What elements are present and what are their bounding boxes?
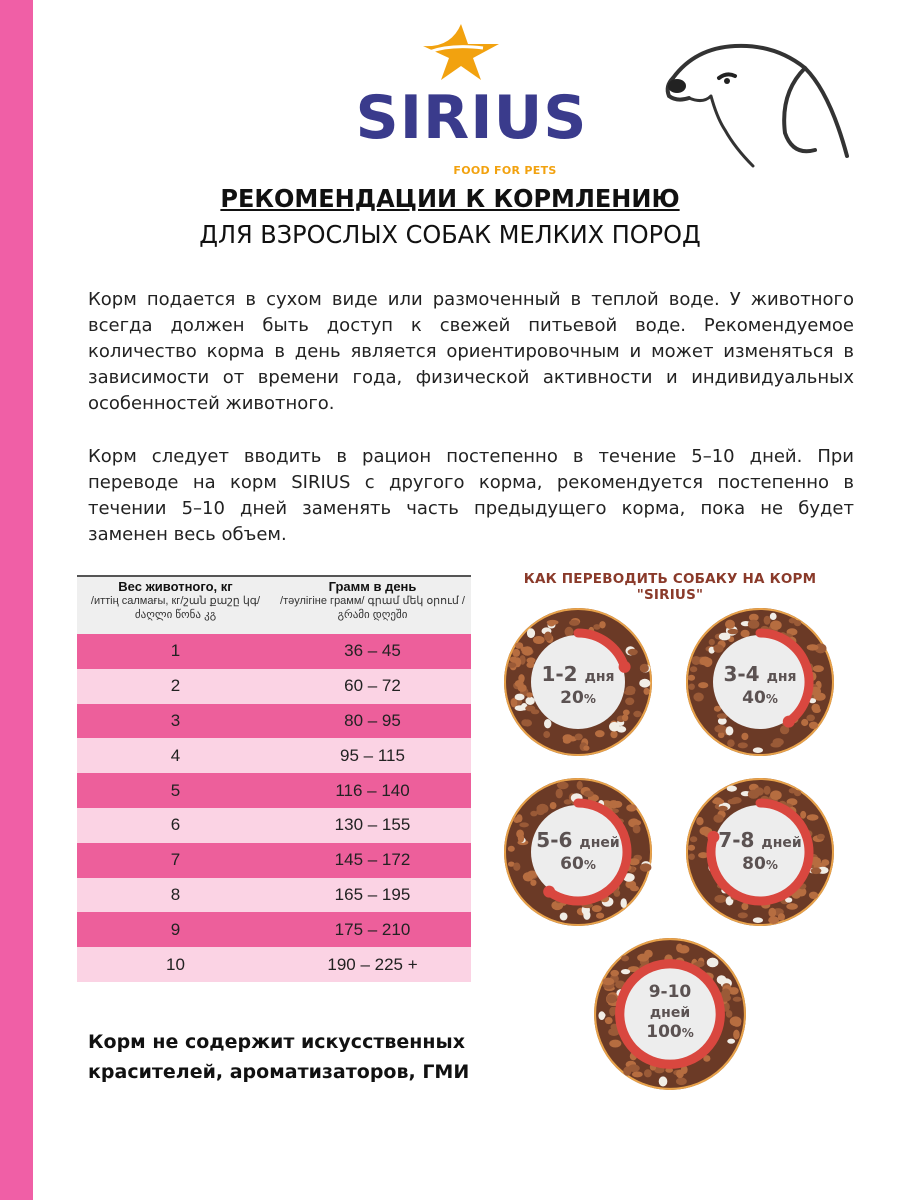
transition-step-1: 1-2 дня 20% [502,606,654,758]
page-title: РЕКОМЕНДАЦИИ К КОРМЛЕНИЮ [220,184,680,213]
table-row: 2 60 – 72 [77,669,471,704]
table-row: 6 130 – 155 [77,808,471,843]
table-row: 1 36 – 45 [77,634,471,669]
transition-guide-title: КАК ПЕРЕВОДИТЬ СОБАКУ НА КОРМ "SIRIUS" [523,571,817,603]
intro-paragraph: Корм подается в сухом виде или размоченный в теплой воде. У животного всегда должен быть доступ к свежей питьевой воде. Рекомендуемое количество корма в день является ориентировочным и может изменяться в зависимости от времени года, физической активности и индивидуальных особенностей животного. [88,289,854,414]
side-stripe [0,0,33,1200]
table-row: 4 95 – 115 [77,738,471,773]
star-icon [421,22,501,82]
table-row: 7 145 – 172 [77,843,471,878]
transition-step-3: 5-6 дней 60% [502,776,654,928]
feeding-table [77,575,471,982]
sirius-logo [335,22,610,177]
transition-step-4: 7-8 дней 80% [684,776,836,928]
column-header-weight: Вес животного, кг /иттің салмағы, кг/շան քաշը կգ/ ძაღლი წონა კგ [90,579,261,621]
kibble-ring-icon [502,776,654,928]
brand-tagline: FOOD FOR PETS [453,164,557,177]
table-row: 3 80 – 95 [77,704,471,739]
table-row: 10 190 – 225 + [77,947,471,982]
transition-step-2: 3-4 дня 40% [684,606,836,758]
dog-head-icon [655,38,855,178]
table-row: 5 116 – 140 [77,773,471,808]
transition-paragraph: Корм следует вводить в рацион постепенно в течение 5–10 дней. При переводе на корм SIRIUS с другого корма, рекомендуется постепенно в течении 5–10 дней заменять часть предыдущего корма, пока не будет заменен весь объем. [88,446,854,545]
table-row: 8 165 – 195 [77,878,471,913]
brand-name: SIRIUS [355,83,588,153]
column-header-grams: Грамм в день /тәулігіне грамм/ գրամ մեկ օրում / გრამი დღეში [280,579,465,621]
transition-step-5: 9-10 дней 100% [592,936,748,1092]
footer-note: Корм не содержит искусственных красителей, ароматизаторов, ГМИ [88,1031,470,1083]
table-row: 9 175 – 210 [77,912,471,947]
kibble-ring-icon [684,776,836,928]
page-subtitle: ДЛЯ ВЗРОСЛЫХ СОБАК МЕЛКИХ ПОРОД [199,220,701,249]
table-header [77,575,471,634]
